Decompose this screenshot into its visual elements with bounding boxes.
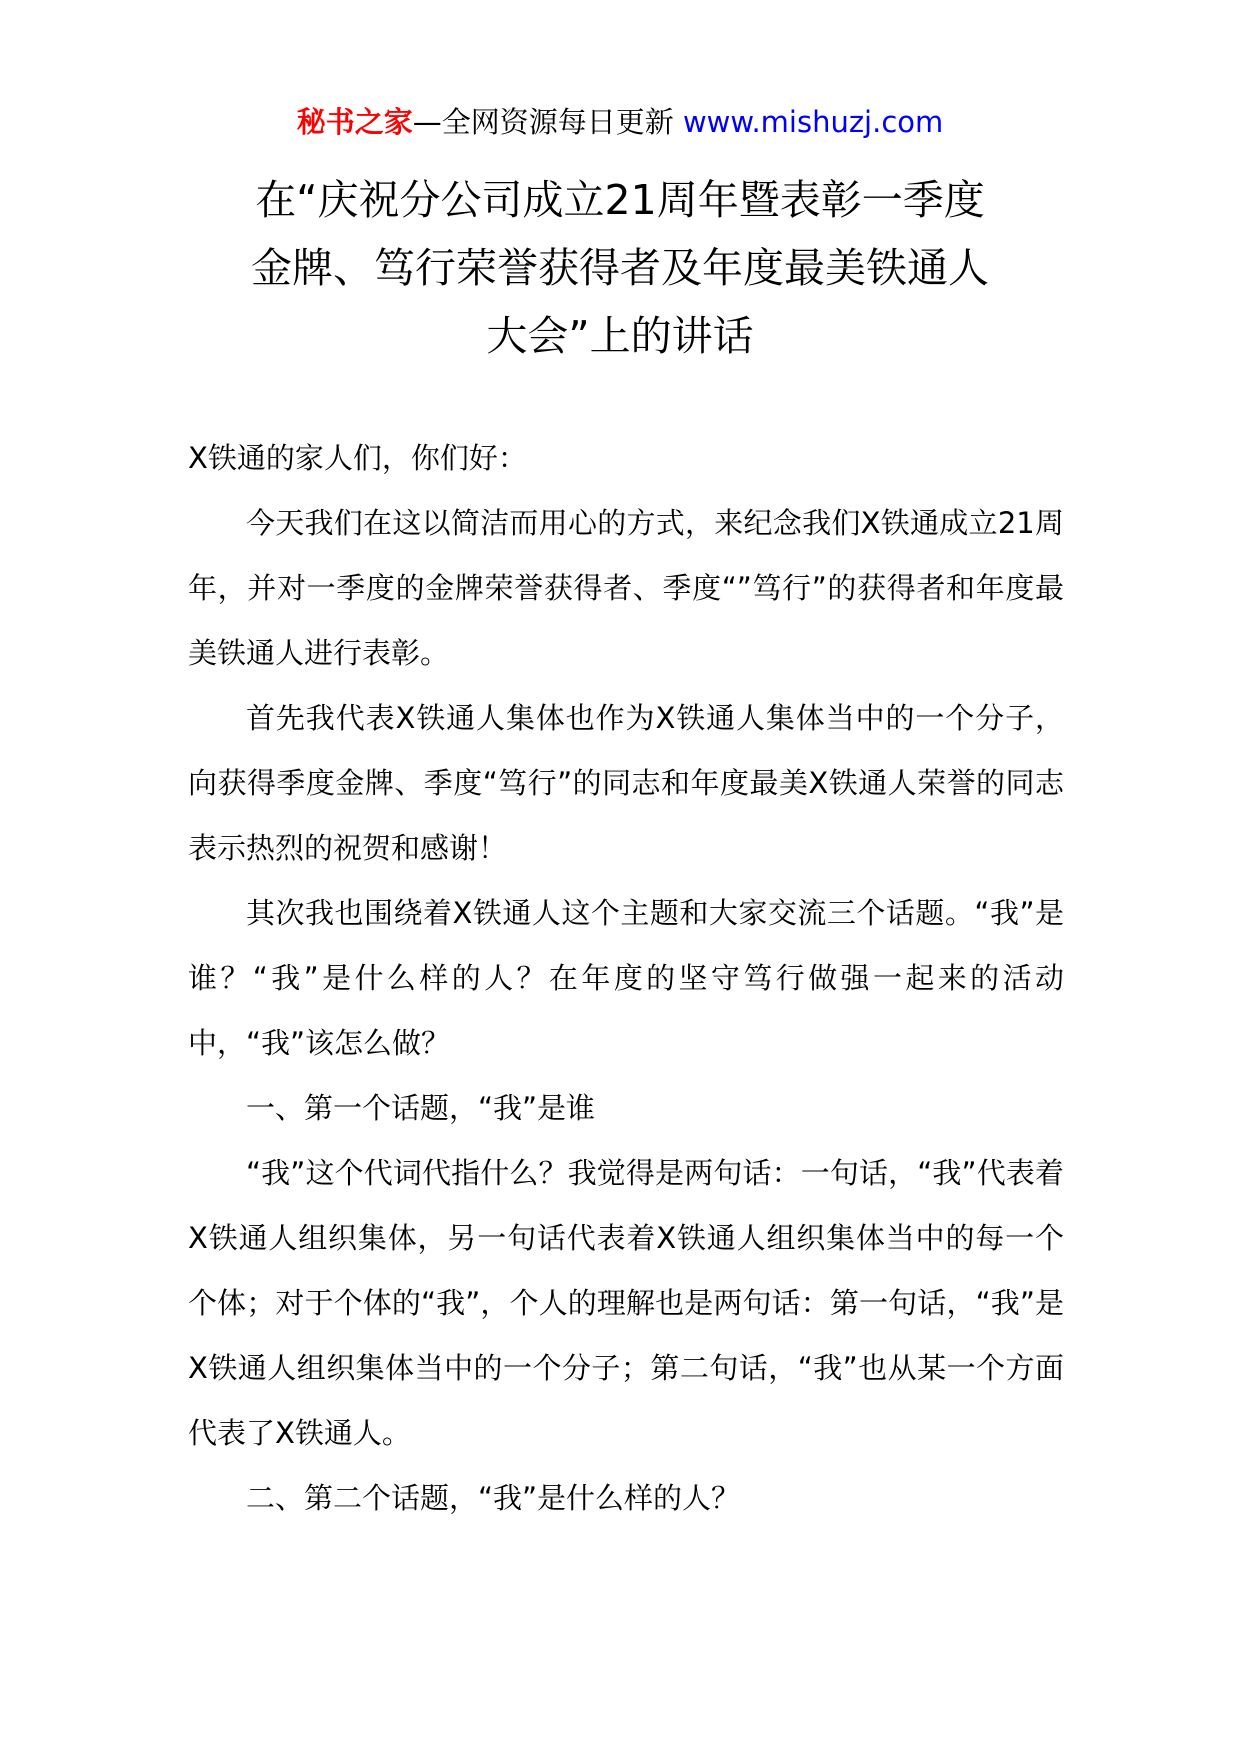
header-slogan: —全网资源每日更新 xyxy=(412,105,674,139)
site-header xyxy=(0,102,1240,142)
title-line-1: 在“庆祝分公司成立21周年暨表彰一季度 xyxy=(255,176,985,224)
document-title xyxy=(150,166,1090,370)
paragraph-4: “我”这个代词代指什么？我觉得是两句话：一句话，“我”代表着X铁通人组织集体，另一句话代表着X铁通人组织集体当中的每一个个体；对于个体的“我”，个人的理解也是两句话：第一句话，“我”是X铁通人组织集体当中的一个分子；第二句话，“我”也从某一个方面代表了X铁通人。 xyxy=(188,1156,1064,1450)
paragraph-2: 首先我代表X铁通人集体也作为X铁通人集体当中的一个分子，向获得季度金牌、季度“笃行”的同志和年度最美X铁通人荣誉的同志表示热烈的祝贺和感谢！ xyxy=(188,701,1064,865)
section-heading-1: 一、第一个话题，“我”是谁 xyxy=(246,1091,596,1125)
paragraph-3: 其次我也围绕着X铁通人这个主题和大家交流三个话题。“我”是谁？“我”是什么样的人？在年度的坚守笃行做强一起来的活动中，“我”该怎么做？ xyxy=(188,896,1064,1060)
title-line-3: 大会”上的讲话 xyxy=(486,312,754,360)
section-heading-2: 二、第二个话题，“我”是什么样的人？ xyxy=(246,1481,741,1515)
greeting: X铁通的家人们，你们好： xyxy=(188,441,527,475)
document-body xyxy=(188,426,1064,1531)
brand-name: 秘书之家 xyxy=(296,105,413,139)
paragraph-1: 今天我们在这以简洁而用心的方式，来纪念我们X铁通成立21周年，并对一季度的金牌荣誉获得者、季度“”笃行”的获得者和年度最美铁通人进行表彰。 xyxy=(188,506,1064,670)
title-line-2: 金牌、笃行荣誉获得者及年度最美铁通人 xyxy=(251,244,989,292)
site-url-link[interactable]: www.mishuzj.com xyxy=(682,105,944,139)
